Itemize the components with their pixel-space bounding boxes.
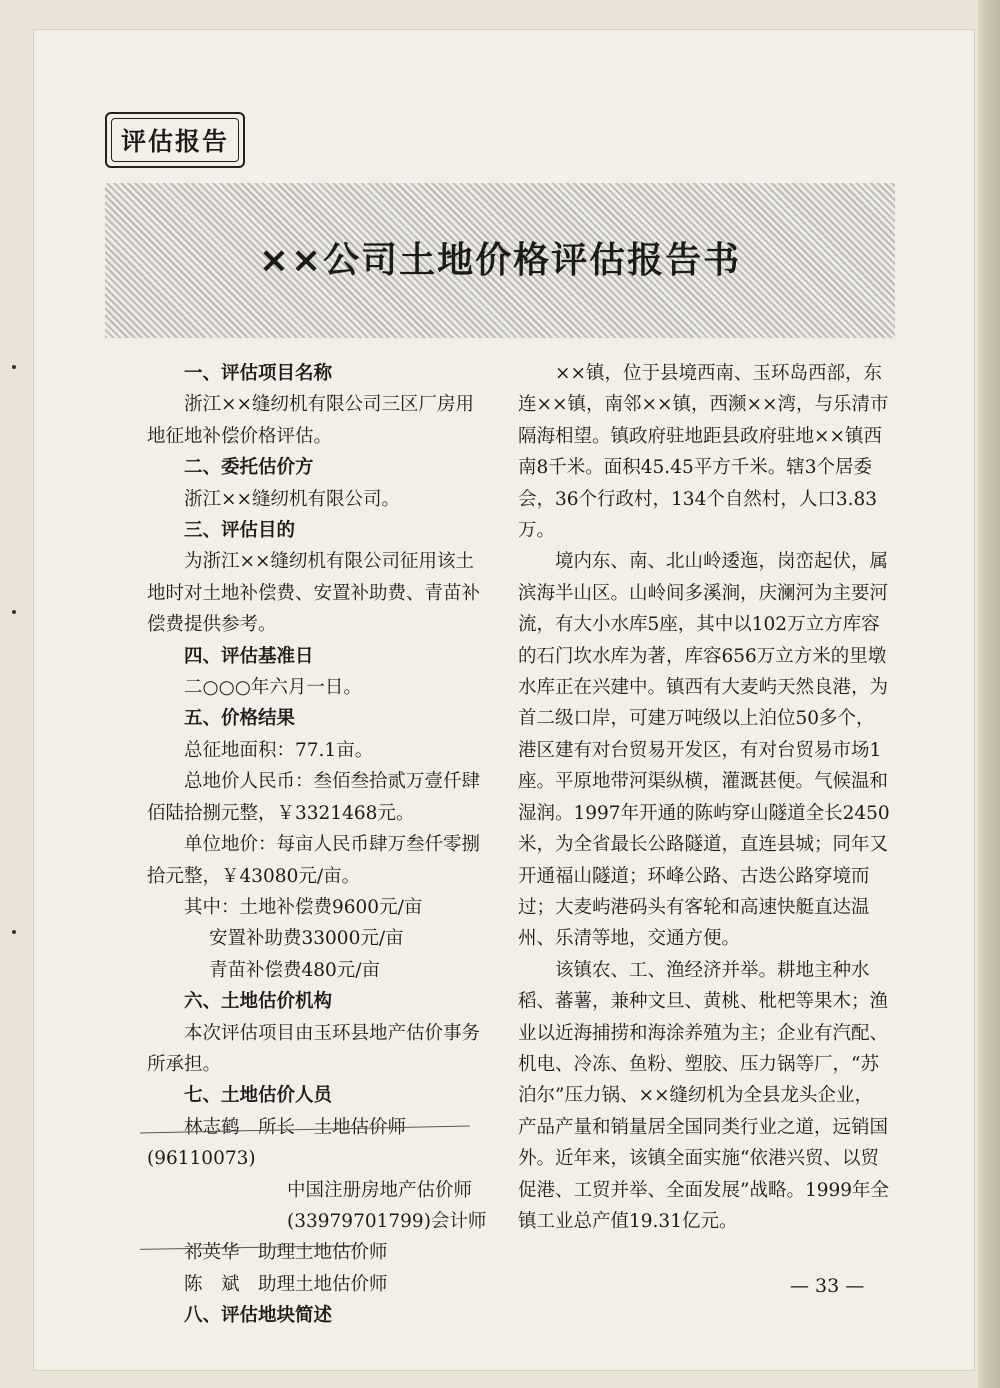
section-heading: 三、评估目的 xyxy=(184,520,296,542)
section-badge xyxy=(105,112,245,168)
paragraph: 二○○○年六月一日。 xyxy=(184,677,362,699)
paragraph: 本次评估项目由玉环县地产估价事务所承担。 xyxy=(147,1022,481,1075)
left-column xyxy=(147,358,487,1332)
section-heading: 五、价格结果 xyxy=(184,708,296,730)
section-heading: 四、评估基准日 xyxy=(184,645,314,667)
paragraph: 为浙江××缝纫机有限公司征用该土地时对土地补偿费、安置补助费、青苗补偿费提供参考。 xyxy=(147,551,481,636)
page-edge xyxy=(978,0,1000,1388)
binding-mark xyxy=(12,610,16,614)
paragraph: 总征地面积：77.1亩。 xyxy=(184,739,374,761)
page-number: — 33 — xyxy=(790,1275,865,1297)
paragraph: 境内东、南、北山岭逶迤，岗峦起伏，属滨海半山区。山岭间多溪涧，庆澜河为主要河流，有大小水库5座，其中以102万立方库容的石门坎水库为著，库容656万立方米的里墩水库正在兴建中。镇西有大麦屿天然良港，为首二级口岸，可建万吨级以上泊位50多个，港区建有对台贸易开发区，有对台贸易市场1座。平原地带河渠纵横，灌溉甚便。气候温和湿润。1997年开通的陈屿穿山隧道全长2450米，为全省最长公路隧道，直连县城；同年又开通福山隧道；环峰公路、古迭公路穿境而过；大麦屿港码头有客轮和高速快艇直达温州、乐清等地，交通方便。 xyxy=(518,551,890,950)
paragraph: 总地价人民币：叁佰叁拾贰万壹仟肆佰陆拾捌元整，￥3321468元。 xyxy=(147,771,481,824)
section-heading: 一、评估项目名称 xyxy=(184,363,333,384)
paragraph: 浙江××缝纫机有限公司。 xyxy=(184,488,401,510)
section-heading: 二、委托估价方 xyxy=(184,457,314,479)
paragraph: 浙江××缝纫机有限公司三区厂房用地征地补偿价格评估。 xyxy=(147,394,475,447)
paragraph: (33979701799)会计师 xyxy=(287,1210,487,1232)
binding-mark xyxy=(12,930,16,934)
paragraph: 祁英华 助理土地估价师 xyxy=(184,1242,388,1264)
badge-label: 评估报告 xyxy=(120,127,229,156)
paragraph: 安置补助费33000元/亩 xyxy=(209,928,404,950)
paragraph: 林志鹤 所长 土地估价师(96110073) xyxy=(147,1116,407,1170)
paragraph: 青苗补偿费480元/亩 xyxy=(209,959,381,981)
section-heading: 七、土地估价人员 xyxy=(184,1085,333,1107)
binding-mark xyxy=(12,365,16,369)
paragraph: 该镇农、工、渔经济并举。耕地主种水稻、蕃薯，兼种文旦、黄桃、枇杷等果木；渔业以近海捕捞和海涂养殖为主；企业有汽配、机电、冷冻、鱼粉、塑胶、压力锅等厂，“苏泊尔”压力锅、××缝纫机为全县龙头企业，产品产量和销量居全国同类行业之道，远销国外。近年来，该镇全面实施“依港兴贸、以贸促港、工贸并举、全面发展”战略。1999年全镇工业总产值19.31亿元。 xyxy=(518,959,890,1232)
right-column xyxy=(518,358,890,1237)
section-heading: 六、土地估价机构 xyxy=(184,991,333,1013)
paragraph: 中国注册房地产估价师 xyxy=(287,1179,473,1201)
paragraph: ××镇，位于县境西南、玉环岛西部，东连××镇，南邻××镇，西濒××湾，与乐清市隔海相望。镇政府驻地距县政府驻地××镇西南8千米。面积45.45平方千米。辖3个居委会，36个行政村，134个自然村，人口3.83万。 xyxy=(518,363,889,542)
paragraph: 陈 斌 助理土地估价师 xyxy=(184,1273,388,1295)
paragraph: 其中：土地补偿费9600元/亩 xyxy=(184,896,423,918)
paragraph: 单位地价：每亩人民币肆万叁仟零捌拾元整，￥43080元/亩。 xyxy=(147,834,481,887)
report-title: ××公司土地价格评估报告书 xyxy=(258,240,742,281)
section-heading: 八、评估地块简述 xyxy=(184,1305,333,1327)
